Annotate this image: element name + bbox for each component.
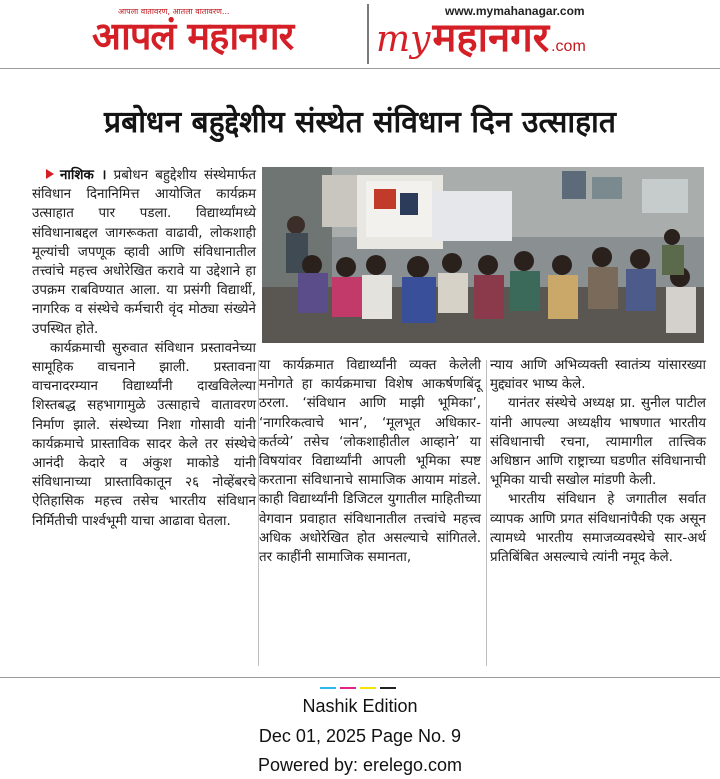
masthead-divider (367, 4, 369, 64)
footer-separator (0, 677, 720, 678)
article-column-3 (490, 356, 706, 666)
article-paragraph-6: भारतीय संविधान हे जगातील सर्वात व्यापक आणि प्रगत संविधानांपैकी एक असून त्यामध्ये भारतीय समाजव्यवस्थेचे सार-अर्थ प्रतिबिंबित असल्याचे त्यांनी नमूद केले. (490, 492, 706, 566)
brand-logo-suffix: .com (551, 38, 586, 55)
article-paragraph-5: यानंतर संस्थेचे अध्यक्ष प्रा. सुनील पाटील यांनी आपल्या अध्यक्षीय भाषणात भारतीय संविधानाची रचना, त्यामागील तात्त्विक अधिष्ठान आणि राष्ट्राच्या घडणीत संविधानाची भूमिका याची सखोल मांडणी केली. (490, 396, 706, 489)
article-photo (262, 167, 704, 343)
article-headline: प्रबोधन बहुद्देशीय संस्थेत संविधान दिन उत्साहात (104, 105, 616, 140)
brand-logo-my: my (376, 19, 431, 60)
article-paragraph-2: कार्यक्रमाची सुरुवात संविधान प्रस्तावनेच्या सामूहिक वाचनाने झाली. प्रस्तावना वाचनादरम्यान विद्यार्थ्यांनी दाखविलेल्या शिस्तबद्ध सहभागामुळे उत्साहाचे वातावरण निर्माण झाले. संस्थेच्या निशा गोसावी यांनी कार्यक्रमाचे प्रास्ताविक सादर केले तर संस्थेचे आनंदी केदारे व अंकुश माकोडे यांनी संविधानाच्या प्रास्ताविकातून २६ नोव्हेंबरचे ऐतिहासिक महत्त्व तसेच भारतीय संविधान निर्मितीची पार्श्वभूमी याचा आढावा घेतला. (32, 340, 256, 529)
article-paragraph-1 (32, 166, 256, 339)
article-paragraph-4: न्याय आणि अभिव्यक्ती स्वातंत्र्य यांसारख्या मुद्द्यांवर भाष्य केले. (490, 358, 706, 393)
article-column-1 (32, 166, 256, 666)
column-rule (486, 360, 487, 666)
classroom-photo-illustration (262, 167, 704, 343)
masthead (0, 0, 720, 68)
footer-date-page: Dec 01, 2025 Page No. 9 (258, 726, 462, 746)
article-column-2 (259, 356, 481, 666)
color-bar-cyan (320, 687, 336, 689)
article-paragraph-1-text: प्रबोधन बहुद्देशीय संस्थेमार्फत संविधान दिनानिमित्त आयोजित कार्यक्रम उत्साहात पार पडला. विद्यार्थ्यांमध्ये संविधानाबद्दल जागरूकता वाढावी, लोकशाही मूल्यांची जपणूक व्हावी आणि संविधानातील तत्त्वांचे महत्त्व अधोरेखित करावे या उद्देशाने हा उपक्रम राबविण्यात आला. या प्रसंगी विद्यार्थी, नागरिक व संस्थेचे कर्मचारी वृंद मोठ्या संख्येने उपस्थित होते. (32, 168, 256, 337)
brand-logo (376, 14, 586, 71)
footer-powered-by[interactable]: Powered by: erelego.com (257, 755, 463, 775)
color-bar-yellow (360, 687, 376, 689)
dateline: नाशिक । (60, 168, 107, 183)
color-bar-black (380, 687, 396, 689)
dateline-arrow-icon (46, 169, 54, 179)
masthead-url: www.mymahanagar.com (445, 4, 585, 18)
color-bar-magenta (340, 687, 356, 689)
masthead-title: आपलं महानगर (92, 14, 294, 58)
article-paragraph-3: या कार्यक्रमात विद्यार्थ्यांनी व्यक्त केलेली मनोगते हा कार्यक्रमाचा विशेष आकर्षणबिंदू ठरला. ‘संविधान आणि माझी भूमिका’, ‘नागरिकत्वाचे भान’, ‘मूलभूत अधिकार-कर्तव्ये’ तसेच ‘लोकशाहीतील आव्हाने’ या विषयांवर विद्यार्थ्यांनी आपली भूमिका स्पष्ट करताना संविधानाचे सामाजिक आयाम मांडले. काही विद्यार्थ्यांनी डिजिटल युगातील माहितीच्या वेगवान प्रवाहात संविधानातील तत्त्वांचे महत्त्व अधिक अधोरेखित होत असल्याचे सांगितले. तर काहींनी सामाजिक समानता, (259, 358, 481, 566)
masthead-separator (0, 68, 720, 69)
masthead-tagline: आपला वातावरण, आतला वातावरण... (118, 7, 230, 16)
footer-edition: Nashik Edition (302, 696, 418, 716)
brand-logo-name: महानगर (432, 15, 550, 61)
